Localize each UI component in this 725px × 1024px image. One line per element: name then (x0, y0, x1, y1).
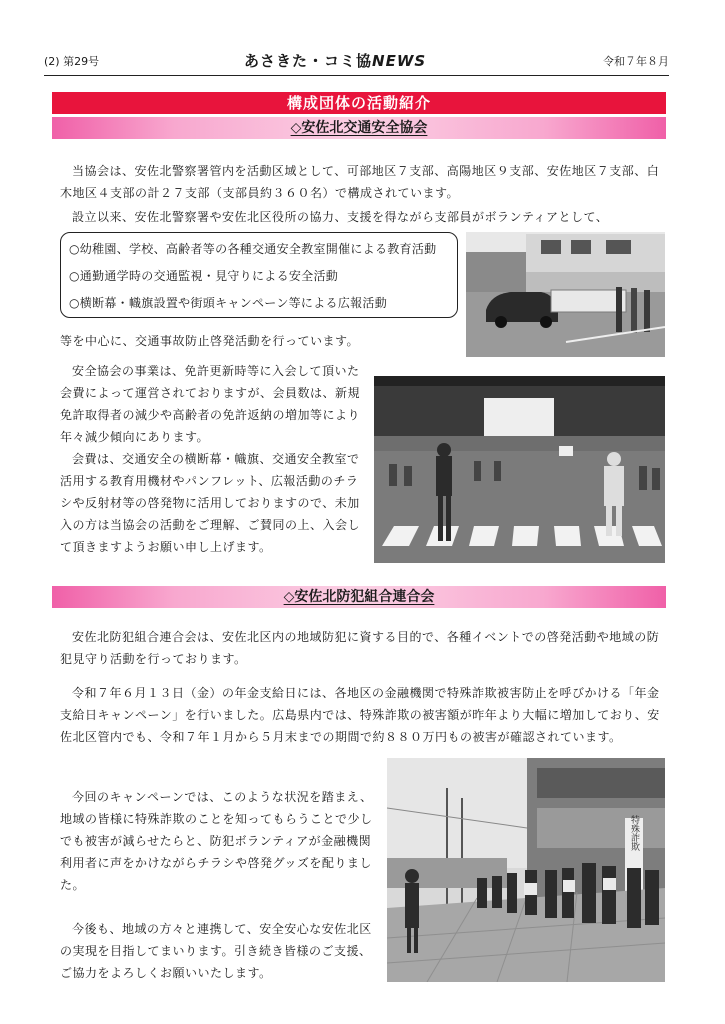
pension-day-campaign-photo (387, 758, 665, 982)
crime-paragraph-4: 今後も、地域の方々と連携して、安全安心な安佐北区の実現を目指してまいります。引き続き皆様のご支援、ご協力をよろしくお願いいたします。 (60, 922, 372, 980)
traffic-safety-class-photo (374, 376, 665, 563)
activity-item: ○通勤通学時の交通監視・見守りによる安全活動 (69, 269, 339, 283)
activity-item: ○横断幕・幟旗設置や街頭キャンペーン等による広報活動 (69, 296, 388, 310)
section-traffic-title: ◇安佐北交通安全協会 (290, 120, 428, 136)
activity-list-box (60, 232, 458, 318)
section-traffic-title-bar (52, 117, 666, 139)
activity-item: ○幼稚園、学校、高齢者等の各種交通安全教室開催による教育活動 (69, 242, 437, 256)
page-header (44, 50, 669, 72)
crime-paragraph-2: 令和７年６月１３日（金）の年金支給日には、各地区の金融機関で特殊詐欺被害防止を呼びかける「年金支給日キャンペーン」を行いました。広島県内では、特殊詐欺の被害額が昨年より大幅に増加しており、安佐北区管内でも、令和７年１月から５月末までの期間で約８８０万円もの被害が確認されています。 (60, 686, 660, 744)
traffic-paragraph-2: 設立以来、安佐北警察署や安佐北区役所の協力、支援を得ながら支部員がボランティアとして、 (72, 210, 609, 224)
section-crime-prevention-title: ◇安佐北防犯組合連合会 (283, 589, 435, 605)
traffic-campaign-photo (466, 232, 665, 357)
issue-number: (2) 第29号 (44, 55, 100, 68)
main-banner: 構成団体の活動紹介 (52, 92, 666, 114)
crime-paragraph-1: 安佐北防犯組合連合会は、安佐北区内の地域防犯に資する目的で、各種イベントでの啓発活動や地域の防犯見守り活動を行っております。 (60, 630, 660, 666)
header-divider (44, 75, 669, 76)
traffic-paragraph-3: 等を中心に、交通事故防止啓発活動を行っています。 (60, 334, 360, 348)
traffic-paragraph-4: 安全協会の事業は、免許更新時等に入会して頂いた会費によって運営されておりますが、会員数は、新規免許取得者の減少や高齢者の免許返納の増加等により年々減少傾向にあります。 (60, 364, 361, 444)
section-crime-prevention-title-bar (52, 586, 666, 608)
crime-paragraph-3: 今回のキャンペーンでは、このような状況を踏まえ、地域の皆様に特殊詐欺のことを知ってもらうことで少しでも被害が減らせたらと、防犯ボランティアが金融機関利用者に声をかけながらチラシや啓発グッズを配りました。 (60, 790, 373, 892)
issue-date: 令和７年８月 (603, 55, 669, 68)
traffic-paragraph-5: 会費は、交通安全の横断幕・幟旗、交通安全教室で活用する教育用機材やパンフレット、広報活動のチラシや反射材等の啓発物に活用しておりますので、未加入の方は当協会の活動をご理解、ご賛同の上、入会して頂きますようお願い申し上げます。 (60, 452, 361, 554)
newsletter-title: あさきた・コミ協NEWS (244, 52, 427, 70)
traffic-paragraph-1: 当協会は、安佐北警察署管内を活動区域として、可部地区７支部、高陽地区９支部、安佐地区７支部、白木地区４支部の計２７支部（支部員約３６０名）で構成されています。 (60, 164, 660, 200)
banner-sign-text: 特殊詐欺 (629, 815, 639, 851)
